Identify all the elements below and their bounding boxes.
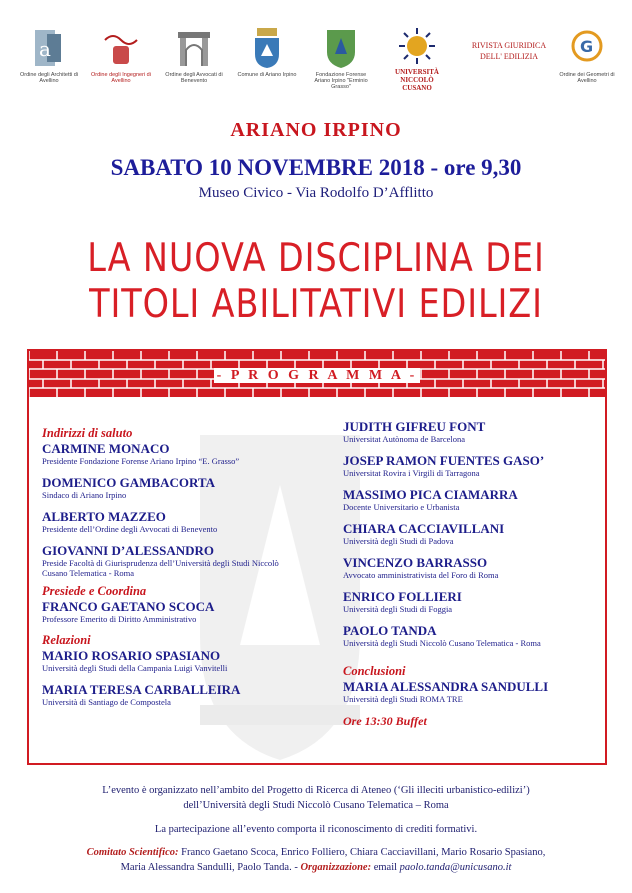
rivista-giuridica-logo (463, 38, 555, 62)
arch-mark-icon (172, 26, 216, 70)
saluti-label: Indirizzi di saluto (42, 426, 133, 440)
speaker-name: MARIO ROSARIO SPASIANO (42, 648, 221, 663)
speaker-affiliation: Università degli Studi Niccolò Cusano Telematica - Roma (343, 638, 541, 648)
programma-left-column (42, 425, 342, 716)
comitato-names-cont: Maria Alessandra Sandulli, Paolo Tanda. - (120, 862, 298, 873)
programma-heading: - P R O G R A M M A - (29, 368, 605, 384)
speaker-name: JOSEP RAMON FUENTES GASO’ (343, 453, 545, 468)
shield-mark-icon (321, 26, 361, 70)
logo-caption: RIVISTA GIURIDICA DELL' EDILIZIA (471, 41, 547, 61)
title-line-1: LA NUOVA DISCIPLINA DEI (87, 236, 545, 281)
speaker-name: GIOVANNI D’ALESSANDRO (42, 543, 215, 558)
speaker-entry (343, 679, 603, 704)
svg-text:G: G (580, 37, 594, 56)
comune-ariano-logo (236, 26, 298, 78)
speaker-entry (42, 509, 342, 534)
speaker-name: ENRICO FOLLIERI (343, 589, 462, 604)
speaker-name: MARIA ALESSANDRA SANDULLI (343, 679, 549, 694)
logos-row (18, 26, 618, 96)
ingegneri-mark-icon (99, 26, 143, 70)
speaker-affiliation: Professore Emerito di Diritto Amministrativo (42, 614, 197, 624)
svg-text:a: a (39, 37, 51, 61)
speaker-name: MASSIMO PICA CIAMARRA (343, 487, 518, 502)
footer-comitato-line (0, 845, 632, 860)
relazioni-label: Relazioni (42, 633, 91, 647)
programma-right-column (343, 419, 603, 729)
footer-organizzazione-line (0, 860, 632, 875)
speaker-entry (42, 648, 342, 673)
ordine-architetti-logo (18, 26, 80, 84)
event-date: SABATO 10 NOVEMBRE 2018 - ore 9,30 (110, 155, 522, 180)
event-title (44, 236, 588, 328)
comitato-label: Comitato Scientifico: (86, 847, 179, 858)
speaker-affiliation: Università degli Studi della Campania Luigi Vanvitelli (42, 663, 228, 673)
speaker-entry (42, 441, 342, 466)
logo-caption: Ordine degli Architetti di Avellino (19, 72, 79, 84)
ordine-geometri-logo (556, 26, 618, 84)
speaker-entry (343, 623, 603, 648)
email-link[interactable]: paolo.tanda@unicusano.it (399, 862, 512, 873)
conclusioni-label: Conclusioni (343, 664, 406, 678)
speaker-entry (42, 543, 342, 578)
ordine-ingegneri-logo (90, 26, 152, 84)
speaker-name: FRANCO GAETANO SCOCA (42, 599, 215, 614)
speaker-entry (343, 419, 603, 444)
speaker-entry (42, 599, 342, 624)
footer-project-line: L’evento è organizzato nell’ambito del Progetto di Ricerca di Ateneo (‘Gli illeciti urbanistico-edilizi’) (102, 785, 530, 796)
footer-notes (0, 783, 632, 875)
speaker-name: ALBERTO MAZZEO (42, 509, 166, 524)
title-line-2: TITOLI ABILITATIVI EDILIZI (89, 282, 543, 327)
ordine-avvocati-logo (163, 26, 225, 84)
speaker-affiliation: Università degli Studi di Padova (343, 536, 454, 546)
speaker-affiliation: Sindaco di Ariano Irpino (42, 490, 127, 500)
speaker-entry (343, 453, 603, 478)
fondazione-forense-logo (310, 26, 372, 90)
speaker-name: CARMINE MONACO (42, 441, 170, 456)
speaker-affiliation: Università degli Studi di Foggia (343, 604, 453, 614)
logo-caption: Fondazione Forense Ariano Irpino "Erminio Grasso" (314, 72, 368, 90)
organizzazione-label: Organizzazione: (300, 862, 372, 873)
footer-credits-line: La partecipazione all’evento comporta il riconoscimento di crediti formativi. (154, 824, 478, 835)
speaker-name: VINCENZO BARRASSO (343, 555, 488, 570)
speaker-affiliation: Universitat Rovira i Virgili di Tarragona (343, 468, 480, 478)
speaker-name: DOMENICO GAMBACORTA (42, 475, 215, 490)
buffet-note: Ore 13:30 Buffet (343, 714, 427, 728)
architetti-mark-icon (29, 26, 69, 70)
speaker-name: JUDITH GIFREU FONT (343, 419, 486, 434)
logo-caption: Ordine dei Geometri di Avellino (559, 72, 615, 84)
speaker-entry (343, 555, 603, 580)
speaker-affiliation: Avvocato amministrativista del Foro di Roma (343, 570, 499, 580)
speaker-entry (343, 589, 603, 614)
sun-mark-icon (395, 26, 439, 66)
event-venue: Museo Civico - Via Rodolfo D’Afflitto (198, 185, 434, 201)
speaker-affiliation: Università di Santiago de Compostela (42, 697, 171, 707)
comitato-names: Franco Gaetano Scoca, Enrico Folliero, Chiara Cacciavillani, Mario Rosario Spasiano, (181, 847, 546, 858)
logo-caption: UNIVERSITÀ NICCOLÒ CUSANO (395, 68, 439, 92)
logo-caption: Ordine degli Ingegneri di Avellino (91, 72, 151, 84)
speaker-affiliation: Preside Facoltà di Giurisprudenza dell’Università degli Studi Niccolò Cusano Telematica - Roma (42, 558, 279, 578)
city-heading: ARIANO IRPINO (230, 119, 402, 141)
speaker-entry (343, 487, 603, 512)
speaker-entry (42, 682, 342, 707)
crest-mark-icon (247, 26, 287, 70)
speaker-name: PAOLO TANDA (343, 623, 437, 638)
speaker-affiliation: Università degli Studi ROMA TRE (343, 694, 463, 704)
speaker-entry (42, 475, 342, 500)
speaker-name: CHIARA CACCIAVILLANI (343, 521, 505, 536)
presiede-label: Presiede e Coordina (42, 584, 147, 598)
email-label: email (373, 862, 398, 873)
logo-caption: Comune di Ariano Irpino (237, 72, 297, 78)
logo-caption: Ordine degli Avvocati di Benevento (165, 72, 223, 84)
speaker-affiliation: Docente Universitario e Urbanista (343, 502, 460, 512)
speaker-affiliation: Universitat Autònoma de Barcelona (343, 434, 466, 444)
speaker-affiliation: Presidente dell’Ordine degli Avvocati di Benevento (42, 524, 218, 534)
speaker-name: MARIA TERESA CARBALLEIRA (42, 682, 241, 697)
speaker-affiliation: Presidente Fondazione Forense Ariano Irpino “E. Grasso” (42, 456, 240, 466)
universita-cusano-logo (386, 26, 448, 92)
geometri-mark-icon (567, 26, 607, 70)
speaker-entry (343, 521, 603, 546)
footer-university-line: dell’Università degli Studi Niccolò Cusano Telematica – Roma (183, 800, 449, 811)
